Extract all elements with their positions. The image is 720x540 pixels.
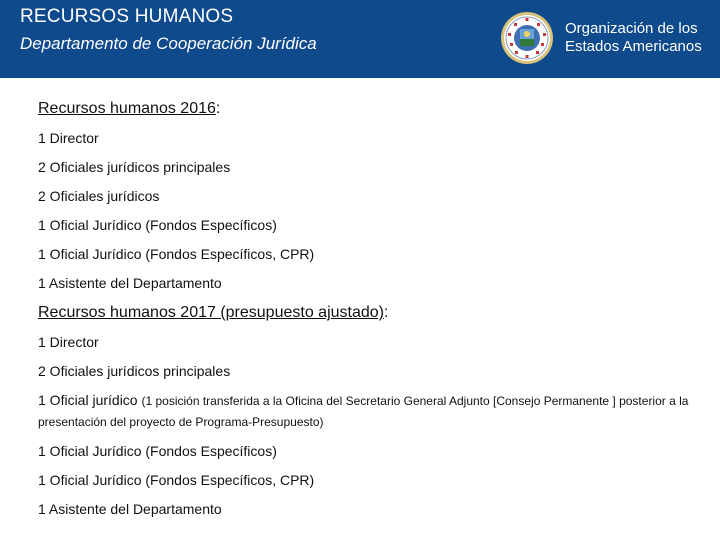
section-heading-2017 (38, 302, 708, 324)
heading-2016-colon: : (215, 100, 221, 117)
organization-name (565, 20, 702, 56)
list-item: 1 Director (38, 130, 99, 146)
list-item: 1 Asistente del Departamento (38, 275, 222, 291)
item-note: (1 posición transferida a la Oficina del Secretario General Adjunto [Consejo Permanente ] posterior a la presentación del proyecto de Programa-Presupuesto) (38, 394, 689, 429)
main-content (38, 98, 708, 528)
list-item: 1 Oficial Jurídico (Fondos Específicos) (38, 217, 277, 233)
list-item: 2 Oficiales jurídicos principales (38, 363, 231, 379)
heading-2017-colon: : (383, 304, 389, 321)
item-main-text: 1 Oficial jurídico (38, 392, 142, 408)
heading-2016-text: Recursos humanos 2016 (38, 100, 216, 117)
list-item: 1 Oficial Jurídico (Fondos Específicos, CPR) (38, 246, 315, 262)
section-heading-2016 (38, 98, 708, 120)
list-item: 1 Oficial Jurídico (Fondos Específicos) (38, 443, 277, 459)
list-item: 2 Oficiales jurídicos (38, 188, 160, 204)
list-item-with-note (38, 390, 708, 432)
heading-2017-text: Recursos humanos 2017 (presupuesto ajustado) (38, 304, 384, 321)
org-name-line1: Organización de los (565, 20, 698, 37)
oas-seal-icon (500, 11, 554, 65)
list-item: 2 Oficiales jurídicos principales (38, 159, 231, 175)
list-item: 1 Asistente del Departamento (38, 501, 222, 517)
header-band (0, 0, 720, 78)
org-name-line2: Estados Americanos (565, 38, 702, 55)
page-subtitle: Departamento de Cooperación Jurídica (20, 34, 317, 53)
list-item: 1 Oficial Jurídico (Fondos Específicos, CPR) (38, 472, 315, 488)
page-title: RECURSOS HUMANOS (20, 6, 234, 27)
list-item: 1 Director (38, 334, 99, 350)
